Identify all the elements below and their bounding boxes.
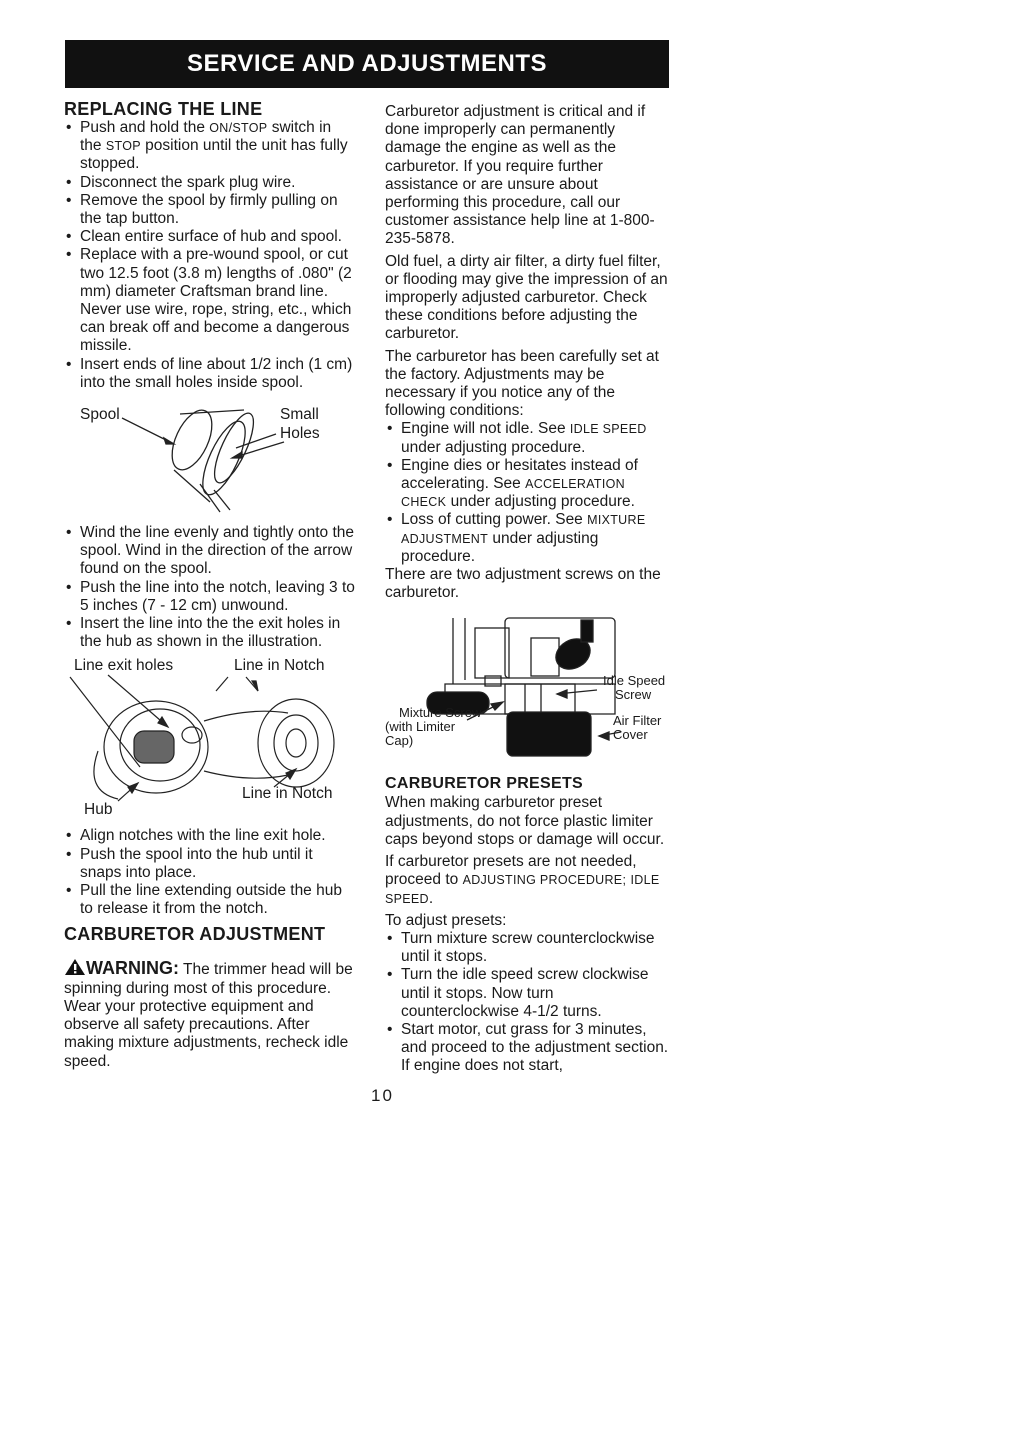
hub-illustration: [64, 651, 356, 819]
line-in-notch-label: Line in Notch: [234, 657, 325, 675]
list-item: [64, 119, 356, 174]
warning-paragraph: [64, 958, 356, 1070]
list-item: • Turn mixture screw counterclockwise until it stops.: [385, 930, 670, 966]
list-item: [385, 420, 670, 456]
carburetor-figure: [385, 614, 670, 766]
line-in-notch-label: Line in Notch: [242, 785, 333, 803]
limiter-label: (with Limiter: [385, 719, 456, 735]
text: under adjusting procedure.: [401, 438, 586, 456]
paragraph: [385, 103, 670, 249]
text: .: [450, 230, 455, 248]
text: Engine dies or hesitates instead of accelerating. See: [401, 456, 638, 493]
carburetor-presets-heading: CARBURETOR PRESETS: [385, 775, 584, 793]
idle-speed-label: Idle Speed: [603, 673, 666, 689]
list-item: • Remove the spool by firmly pulling on the tap button.: [64, 192, 356, 228]
small-label: Small: [280, 406, 319, 424]
paragraph: [385, 853, 670, 908]
text: Carburetor adjustment is critical and if done improperly can permanently damage the engine as well as the carburetor. If you require further assistance or are unsure about performing this procedure, call our customer assistance help line at: [385, 103, 646, 230]
exit-holes-label: Line exit holes: [74, 657, 174, 675]
text: .: [428, 889, 434, 907]
paragraph: To adjust presets:: [385, 911, 507, 929]
spool-illustration: [64, 392, 356, 520]
holes-label: Holes: [280, 425, 320, 443]
replacing-line-heading: REPLACING THE LINE: [64, 99, 263, 119]
text-smallcaps: ACCELERATION CHECK: [401, 477, 625, 510]
list-item: [385, 511, 670, 566]
list-item: • Push the line into the notch, leaving 3 to 5 inches (7 - 12 cm) unwound.: [64, 579, 356, 615]
cover-label: Cover: [613, 727, 648, 743]
spool-figure: [64, 392, 356, 520]
phone-number: 1-800-235-5878: [385, 212, 655, 248]
text-smallcaps: STOP: [105, 139, 141, 154]
paragraph: The carburetor has been carefully set at the factory. Adjustments may be necessary if you notice any of the following conditions:: [385, 347, 659, 420]
list-item: • Align notches with the line exit hole.: [64, 827, 356, 845]
idle-screw-label: Screw: [615, 687, 652, 703]
warning-text: The trimmer head will be spinning during most of this procedure. Wear your protective equipment and observe all safety precautions. After making mixture adjustments, recheck idle speed.: [64, 961, 353, 1070]
text-smallcaps: IDLE SPEED: [569, 422, 647, 437]
text: Push and hold the: [80, 119, 210, 136]
hub-figure: [64, 651, 356, 819]
text: under adjusting procedure.: [401, 529, 599, 565]
warning-label: WARNING:: [86, 958, 179, 979]
paragraph: When making carburetor preset adjustments, do not force plastic limiter caps beyond stops or damage will occur.: [385, 794, 665, 848]
hub-label: Hub: [84, 801, 113, 819]
air-filter-label: Air Filter: [613, 713, 662, 729]
paragraph: There are two adjustment screws on the carburetor.: [385, 566, 661, 602]
warning-icon: [64, 958, 86, 976]
list-item: • Clean entire surface of hub and spool.: [64, 228, 356, 246]
list-item: • Pull the line extending outside the hub to release it from the notch.: [64, 882, 356, 918]
winding-steps-list: [64, 524, 356, 651]
list-item: • Disconnect the spark plug wire.: [64, 174, 356, 192]
text-smallcaps: MIXTURE ADJUSTMENT: [401, 513, 646, 546]
right-column: [385, 103, 670, 1076]
text-smallcaps: ON/STOP: [209, 121, 268, 135]
text: position until the unit has fully stopped.: [80, 137, 348, 173]
list-item: • Push the spool into the hub until it snaps into place.: [64, 846, 356, 882]
paragraph: Old fuel, a dirty air filter, a dirty fuel filter, or flooding may give the impression of an improperly adjusted carburetor. Check these conditions before adjusting the carburetor.: [385, 252, 668, 343]
list-item: • Turn the idle speed screw clockwise until it stops. Now turn counterclockwise 4-1/2 turns.: [385, 966, 670, 1021]
text: Engine will not idle. See: [401, 420, 570, 438]
section-title: SERVICE AND ADJUSTMENTS: [187, 50, 547, 77]
presets-list: [385, 930, 670, 1076]
spool-label: Spool: [80, 406, 120, 424]
mixture-screw-label: Mixture Screw: [399, 705, 482, 721]
left-column: [64, 99, 356, 1075]
section-banner: [65, 40, 669, 88]
cap-label: Cap): [385, 733, 414, 749]
text: switch in the: [80, 119, 332, 155]
text: under adjusting procedure.: [446, 493, 635, 511]
text: Loss of cutting power. See: [401, 511, 588, 529]
list-item: • Insert ends of line about 1/2 inch (1 cm) into the small holes inside spool.: [64, 356, 356, 392]
list-item: • Start motor, cut grass for 3 minutes, and proceed to the adjustment section. If engine does not start,: [385, 1021, 670, 1076]
list-item: [385, 457, 670, 512]
carburetor-adjustment-heading: CARBURETOR ADJUSTMENT: [64, 924, 326, 945]
replacing-steps-list: [64, 119, 356, 392]
text-smallcaps: ADJUSTING PROCEDURE;: [462, 873, 627, 888]
text-smallcaps: IDLE SPEED: [385, 873, 660, 906]
assembly-steps-list: [64, 827, 356, 918]
list-item: • Replace with a pre-wound spool, or cut two 12.5 foot (3.8 m) lengths of .080" (2 mm) diameter Craftsman brand line. Never use wire, rope, string, etc., which can break off and become a dangerous missile.: [64, 246, 356, 355]
list-item: • Wind the line evenly and tightly onto the spool. Wind in the direction of the arrow found on the spool.: [64, 524, 356, 579]
list-item: • Insert the line into the the exit holes in the hub as shown in the illustration.: [64, 615, 356, 651]
text: If carburetor presets are not needed, proceed to: [385, 853, 637, 889]
page-number: 10: [371, 1086, 394, 1105]
conditions-list: [385, 420, 670, 566]
